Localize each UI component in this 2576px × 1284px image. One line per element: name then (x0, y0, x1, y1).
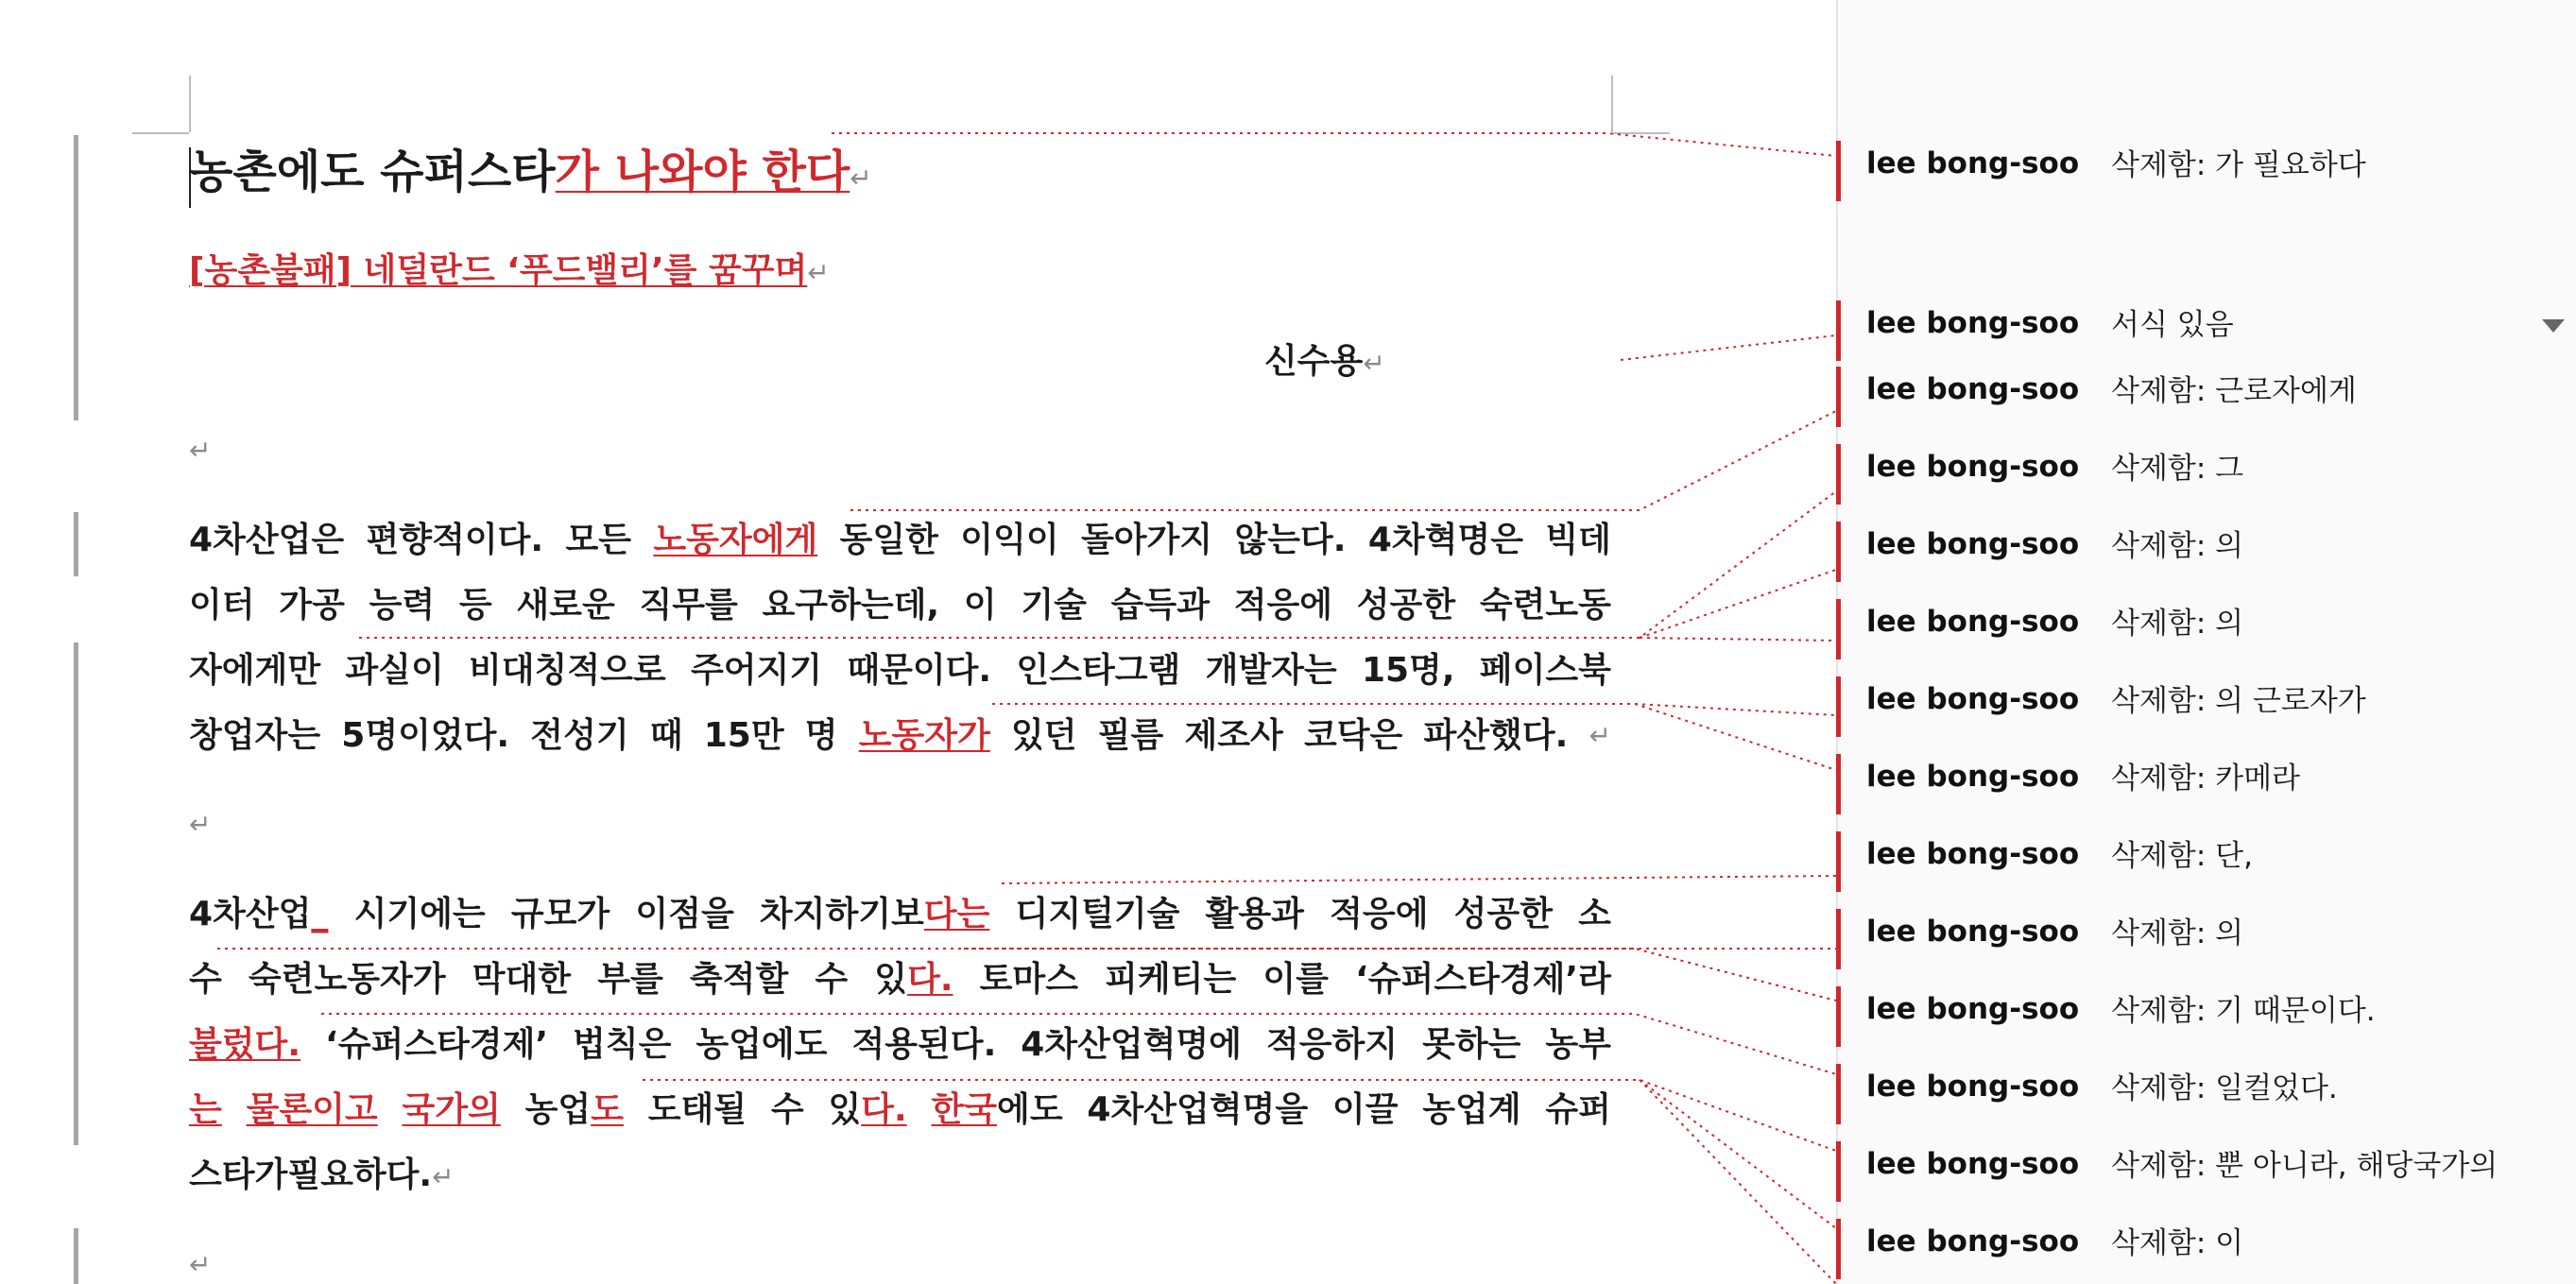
text-run: 막대한 (472, 960, 572, 999)
comment-author: lee bong-soo (1866, 605, 2080, 639)
chevron-down-icon[interactable] (2542, 319, 2565, 333)
word: 숙련노동 (1479, 586, 1611, 625)
document-title[interactable] (189, 142, 872, 209)
paragraph-1-line-2[interactable] (189, 585, 1611, 626)
word: 코닥은 (1304, 716, 1403, 755)
comment-author: lee bong-soo (1866, 306, 2080, 340)
word: 인스타그램 (1016, 651, 1181, 690)
crop-mark (189, 76, 191, 132)
comment-balloon[interactable] (1836, 599, 2576, 659)
text-run: 수 (815, 960, 849, 999)
word: 페이스북 (1479, 651, 1611, 690)
word: 4차산업은 (189, 521, 345, 559)
paragraph-2-line-3[interactable] (189, 1024, 1611, 1066)
change-bar (74, 512, 78, 576)
word: 필름 (1097, 716, 1164, 755)
inserted-text: 도 (591, 1090, 624, 1129)
word: 15만 (703, 716, 784, 755)
comment-author: lee bong-soo (1866, 915, 2080, 949)
word: 15명, (1361, 651, 1455, 690)
word (1262, 959, 1329, 1001)
text-run: 소 (1578, 895, 1611, 933)
comment-author: lee bong-soo (1866, 1224, 2080, 1258)
text-run: 있 (828, 1090, 862, 1129)
word (696, 1024, 827, 1066)
comment-author: lee bong-soo (1866, 992, 2080, 1026)
comment-text: 삭제함: 가 필요하다 (2111, 148, 2366, 182)
text-run: 농업에도 (696, 1025, 828, 1064)
comment-text: 삭제함: 근로자에게 (2111, 374, 2357, 408)
inserted-text: 물론이고 (246, 1090, 378, 1129)
word: 요구하는데, (762, 586, 940, 625)
text-run: 농부 (1545, 1025, 1611, 1064)
text-run: 활용과 (1205, 895, 1304, 933)
word (815, 959, 848, 1001)
word (1332, 1089, 1399, 1131)
text-run: 도태될 (647, 1090, 747, 1129)
word (874, 959, 953, 1001)
word (287, 1155, 454, 1198)
comment-balloon[interactable] (1836, 909, 2576, 969)
word: 모든 (565, 521, 631, 559)
crop-mark (1613, 132, 1670, 134)
word (189, 959, 222, 1001)
inserted-text: 노동자에게 (653, 521, 818, 559)
word (1355, 959, 1611, 1001)
title-insertion: 가 나와야 한다 (555, 146, 850, 198)
text-run: 피케티는 (1105, 960, 1237, 999)
empty-paragraph-mark[interactable]: ↵ (189, 809, 212, 840)
comment-balloon[interactable] (1836, 676, 2576, 737)
word: 개발자는 (1205, 651, 1337, 690)
word: 이익이 (960, 521, 1059, 559)
inserted-text: 국가의 (402, 1090, 501, 1129)
inserted-text: 는 (189, 1090, 222, 1129)
word: 성공한 (1356, 586, 1456, 625)
change-bar (74, 135, 78, 420)
text-run: 필요하다. (287, 1156, 433, 1194)
text-run: ‘슈퍼스타경제’라 (1355, 960, 1611, 999)
inserted-text: 다. (907, 960, 953, 999)
word (1578, 894, 1611, 935)
word (1545, 1089, 1611, 1131)
author-text: 신수용 (1264, 342, 1364, 381)
paragraph-2-line-2[interactable] (189, 959, 1611, 1001)
inserted-text: 다. (861, 1090, 907, 1129)
word: 가공 (279, 586, 345, 625)
text-run: 스타가 (189, 1156, 288, 1194)
text-run: 부를 (597, 960, 663, 999)
inserted-text: 노동자가 (858, 716, 990, 755)
inserted-text: 한국 (931, 1090, 998, 1129)
word (1206, 894, 1304, 935)
comment-author: lee bong-soo (1866, 1070, 2080, 1104)
text-run: 슈퍼 (1545, 1090, 1611, 1129)
crop-mark (132, 132, 189, 134)
comment-balloon[interactable] (1836, 1064, 2576, 1124)
paragraph-1-line-3[interactable] (189, 650, 1611, 692)
word (851, 1024, 996, 1066)
word (1087, 1089, 1308, 1131)
inserted-text: 다는 (923, 895, 990, 933)
word (771, 1089, 804, 1131)
word (189, 1089, 222, 1131)
word (1422, 1089, 1520, 1131)
word (1422, 1024, 1520, 1066)
word: 등 (458, 586, 492, 625)
word: 않는다. (1234, 521, 1347, 559)
comment-text: 삭제함: 일컬었다. (2111, 1071, 2338, 1105)
word: 제조사 (1184, 716, 1283, 755)
word: 새로운 (516, 586, 615, 625)
comment-text: 서식 있음 (2111, 308, 2234, 342)
word: 습득과 (1110, 586, 1210, 625)
comment-text: 삭제함: 이 (2111, 1226, 2244, 1260)
text-run: 규모가 (510, 895, 610, 933)
word (1021, 1024, 1242, 1066)
comment-balloon[interactable] (1836, 754, 2576, 814)
comment-author: lee bong-soo (1866, 682, 2080, 716)
comment-balloon[interactable] (1836, 522, 2576, 582)
text-run: 숙련노동자가 (248, 960, 446, 999)
word: 이터 (189, 586, 255, 625)
comment-author: lee bong-soo (1866, 527, 2080, 561)
word: 능력 (369, 586, 436, 625)
paragraph-mark: ↵ (1589, 720, 1611, 751)
word (525, 1089, 624, 1131)
text-run: 법칙은 (573, 1025, 672, 1064)
text-run: 차지하기보 (759, 895, 924, 933)
text-run: 4차산업 (189, 895, 312, 933)
word (1454, 894, 1553, 935)
comment-author: lee bong-soo (1866, 760, 2080, 794)
text-run: 4차산업혁명에 (1021, 1025, 1242, 1064)
document-author[interactable] (1264, 338, 1385, 387)
word (1545, 1024, 1611, 1066)
comment-author: lee bong-soo (1866, 146, 2080, 180)
paragraph-1-line-4[interactable] (189, 715, 1611, 757)
word (247, 1089, 378, 1131)
word: 창업자는 (189, 716, 321, 755)
inserted-text: 불렀다. (189, 1025, 301, 1064)
paragraph-mark: ↵ (432, 1161, 455, 1192)
word (1330, 894, 1428, 935)
word: 자에게만 (189, 651, 321, 690)
change-bar (74, 1228, 78, 1284)
comment-balloon[interactable] (1836, 141, 2576, 201)
word: 5명이었다. (341, 716, 510, 755)
empty-paragraph-mark[interactable]: ↵ (189, 435, 212, 466)
comment-text: 삭제함: 그 (2111, 452, 2244, 486)
text-run: 축적할 (689, 960, 789, 999)
paragraph-mark: ↵ (807, 257, 830, 288)
paragraph-2-line-5[interactable] (189, 1155, 1611, 1198)
change-bar (74, 642, 78, 1145)
text-run: 에도 (997, 1090, 1063, 1129)
word (189, 1155, 287, 1198)
word: 과실이 (345, 651, 444, 690)
comment-balloon[interactable] (1836, 367, 2576, 427)
word (354, 894, 486, 935)
word: 파산했다. (1423, 716, 1569, 755)
comment-balloon[interactable] (1836, 1219, 2576, 1279)
comment-author: lee bong-soo (1866, 1147, 2080, 1181)
word (931, 1089, 1062, 1131)
word: 편향적이다. (366, 521, 544, 559)
comment-author: lee bong-soo (1866, 372, 2080, 406)
text-run: 4차산업혁명을 (1087, 1090, 1309, 1129)
comment-balloon[interactable] (1836, 300, 2576, 361)
word: 돌아가지 (1080, 521, 1213, 559)
word: 때 (649, 716, 683, 755)
text-run: ‘슈퍼스타경제’ (325, 1025, 549, 1064)
word (597, 959, 663, 1001)
inserted-text: _ (311, 895, 329, 933)
word (980, 959, 1078, 1001)
word: 전성기 (530, 716, 629, 755)
comment-author: lee bong-soo (1866, 450, 2080, 484)
comment-balloon[interactable] (1836, 444, 2576, 505)
crop-mark (1611, 76, 1613, 132)
word: 이 (963, 586, 997, 625)
comment-balloon[interactable] (1836, 831, 2576, 892)
word: 빅데 (1545, 521, 1611, 559)
text-run: 못하는 (1422, 1025, 1521, 1064)
word: 주어지기 (690, 651, 823, 690)
comment-text: 삭제함: 의 근로자가 (2111, 684, 2366, 718)
comment-text: 삭제함: 의 (2111, 916, 2244, 950)
subtitle-text: [농촌불패] 네덜란드 ‘푸드밸리’를 꿈꾸며 (189, 251, 808, 290)
word: 4차혁명은 (1367, 521, 1523, 559)
comment-text: 삭제함: 기 때문이다. (2111, 994, 2376, 1028)
text-run: 농업 (524, 1090, 592, 1129)
word (511, 894, 610, 935)
paragraph-mark: ↵ (850, 163, 872, 194)
word: 적응에 (1233, 586, 1333, 625)
word: 기술 (1021, 586, 1087, 625)
comment-text: 삭제함: 뿐 아니라, 해당국가의 (2111, 1149, 2499, 1183)
word: 동일한 (839, 521, 938, 559)
text-run: 이점을 (635, 895, 734, 933)
word (1105, 959, 1236, 1001)
word: 명 (804, 716, 838, 755)
word: 비대칭적으로 (469, 651, 666, 690)
comment-text: 삭제함: 의 (2111, 529, 2244, 563)
text-run: 적응하지 (1265, 1025, 1399, 1064)
word: 있던 (1011, 716, 1077, 755)
text-run: 성공한 (1453, 895, 1553, 933)
word (249, 959, 446, 1001)
comment-text: 삭제함: 의 (2111, 607, 2244, 641)
word: 직무를 (639, 586, 738, 625)
text-run: 수 (770, 1090, 804, 1129)
word (690, 959, 788, 1001)
word (573, 1024, 671, 1066)
word (760, 894, 989, 935)
text-run: 있 (874, 960, 908, 999)
text-run: 토마스 (979, 960, 1078, 999)
text-run: 적용된다. (851, 1025, 997, 1064)
comment-text: 삭제함: 카메라 (2111, 762, 2300, 796)
word (189, 1024, 301, 1066)
word (1016, 894, 1180, 935)
title-text: 농촌에도 슈퍼스타 (189, 146, 556, 198)
comment-author: lee bong-soo (1866, 837, 2080, 871)
comment-text: 삭제함: 단, (2111, 839, 2253, 873)
word: 때문이다. (847, 651, 992, 690)
text-run: 농업계 (1422, 1090, 1521, 1129)
text-run: 디지털기술 (1015, 895, 1180, 933)
document-subtitle[interactable] (189, 248, 830, 297)
comment-balloon[interactable] (1836, 1141, 2576, 1202)
word (189, 894, 328, 935)
text-run: 이를 (1262, 960, 1329, 999)
text-run: 이끌 (1331, 1090, 1399, 1129)
empty-paragraph-mark[interactable]: ↵ (189, 1249, 212, 1280)
word (325, 1024, 548, 1066)
word (648, 1089, 747, 1131)
word (828, 1089, 906, 1131)
text-run: 시기에는 (353, 895, 486, 933)
paragraph-mark: ↵ (1363, 348, 1385, 379)
paragraph-2-line-1[interactable] (189, 894, 1611, 935)
word (402, 1089, 500, 1131)
paragraph-1-line-1[interactable] (189, 520, 1611, 561)
word (472, 959, 571, 1001)
word (1266, 1024, 1398, 1066)
comment-balloon[interactable] (1836, 986, 2576, 1047)
text-run: 수 (189, 960, 222, 999)
paragraph-2-line-4[interactable] (189, 1089, 1611, 1131)
word (635, 894, 733, 935)
text-run: 적응에 (1330, 895, 1429, 933)
